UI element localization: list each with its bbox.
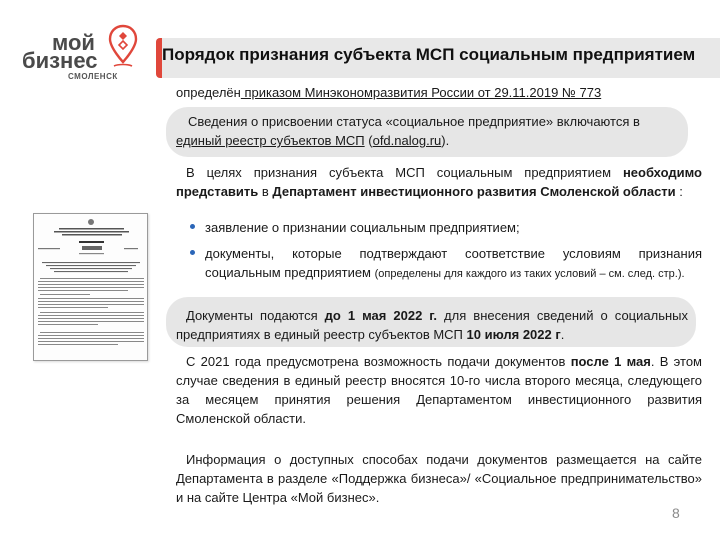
bullet-dot [190,250,195,255]
page-title: Порядок признания субъекта МСП социальным предприятием [162,45,696,64]
after-may-text-c: . В этом случае сведения в единый реестр вносятся 10-го числа второго месяца, следующего за месяцем принятия решения Департаментом инвестиционного развития Смоленской области. [176,354,702,426]
deadline-text [176,306,688,344]
bullet-dot [190,224,195,229]
order-link[interactable]: приказом Минэкономразвития России от 29.11.2019 № 773 [240,85,602,100]
order-document-thumbnail [33,213,148,361]
req-text-c: в [258,184,273,199]
deadline-text-c: для внесения сведений о социальных предприятиях в единый реестр субъектов МСП [176,308,688,342]
registry-paren-close: ). [441,133,450,148]
bullet-item-documents [205,244,702,284]
after-may-text-a: С 2021 года предусмотрена возможность подачи документов [186,354,571,369]
registry-info-line: Сведения о присвоении статуса «социальное предприятие» включаются в [188,114,640,129]
moy-biznes-logo [22,22,142,84]
registry-paren-open: ( [364,133,373,148]
info-paragraph: Информация о доступных способах подачи документов размещается на сайте Департамента в разделе «Поддержка бизнеса»/ «Социальное предпринимательство» и на сайте Центра «Мой бизнес». [176,452,702,505]
ofd-nalog-link[interactable]: ofd.nalog.ru [372,133,442,148]
bullet-documents-note: (определены для каждого из таких условий – см. след. стр.). [374,268,685,280]
req-text-bold-submit: необходимо представить [176,165,702,199]
order-prefix: определён [176,85,241,100]
req-text-a: В целях признания субъекта МСП социальным предприятием [186,165,623,180]
logo-word-moy: мой [52,30,95,55]
deadline-text-a: Документы подаются [186,308,325,323]
logo-word-biznes: бизнес [22,48,98,73]
page-number: 8 [672,505,680,521]
req-text-bold-department: Департамент инвестиционного развития Смоленской области [272,184,676,199]
bullet-documents-text: документы, которые подтверждают соответствие условиям признания социальным предприятием [205,246,702,280]
after-may-bold: после 1 мая [570,354,651,369]
order-reference [176,83,676,102]
document-image [34,214,148,361]
bullet-item-application: заявление о признании социальным предприятием; [205,220,520,235]
req-text-e: : [675,184,683,199]
requirements-paragraph [176,163,702,201]
registry-info-text [176,112,684,150]
deadline-text-e: . [560,327,565,342]
map-pin-icon [108,24,138,72]
deadline-date-may: до 1 мая 2022 г. [324,308,438,323]
registry-link[interactable]: единый реестр субъектов МСП [176,133,365,148]
deadline-date-july: 10 июля 2022 г [466,327,561,342]
logo-word-smolensk: СМОЛЕНСК [68,72,118,81]
after-may-paragraph [176,352,702,428]
